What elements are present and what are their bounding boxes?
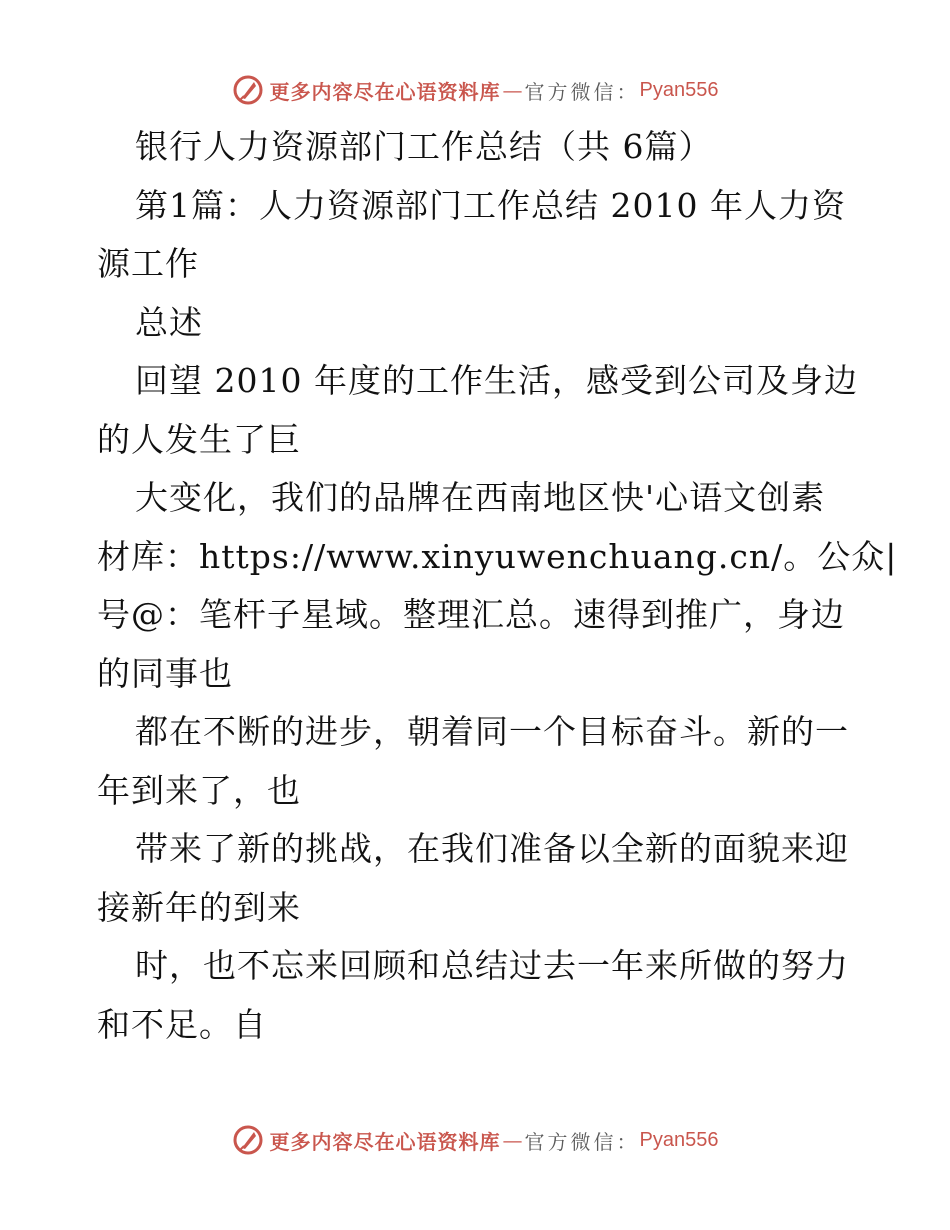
section-heading-cont: 源工作 [97,244,199,283]
document-body [97,118,898,1054]
subheading: 总述 [135,302,203,342]
paragraph-line: 年到来了，也 [97,770,301,810]
footer-banner [0,1120,950,1160]
paragraph-line: 材库：https://www.xinyuwenchuang.cn/。公众| [97,536,898,576]
header-wechat-label: 官方微信： [524,79,640,104]
footer-site-text: 更多内容尽在心语资料库 [269,1129,501,1154]
paragraph-line: 时，也不忘来回顾和总结过去一年来所做的努力 [135,946,849,985]
paragraph-line: 的同事也 [97,653,233,693]
paragraph-line: 的人发生了巨 [97,419,301,459]
paragraph-line: 号@：笔杆子星域。整理汇总。速得到推广，身边 [97,595,845,634]
quill-logo-icon [232,74,264,106]
header-banner [0,70,950,110]
paragraph-line: 大变化，我们的品牌在西南地区快'心语文创素 [135,478,826,517]
footer-wechat-label: 官方微信： [524,1129,640,1154]
paragraph-line: 带来了新的挑战，在我们准备以全新的面貌来迎 [135,829,849,868]
header-wechat-id: Pyan556 [639,78,719,101]
section-heading: 第1篇：人力资源部门工作总结 2010 年人力资 [135,185,846,225]
paragraph-line: 回望 2010 年度的工作生活，感受到公司及身边 [135,361,858,400]
quill-logo-icon [232,1124,264,1156]
footer-wechat-id: Pyan556 [639,1128,719,1151]
paragraph-line: 都在不断的进步，朝着同一个目标奋斗。新的一 [135,712,849,751]
header-site-text: 更多内容尽在心语资料库 [269,79,501,104]
paragraph-line: 和不足。自 [97,1004,267,1044]
paragraph-line: 接新年的到来 [97,887,301,927]
footer-dash: — [502,1128,523,1152]
document-title: 银行人力资源部门工作总结（共 6篇） [135,127,713,166]
header-dash: — [502,78,523,102]
